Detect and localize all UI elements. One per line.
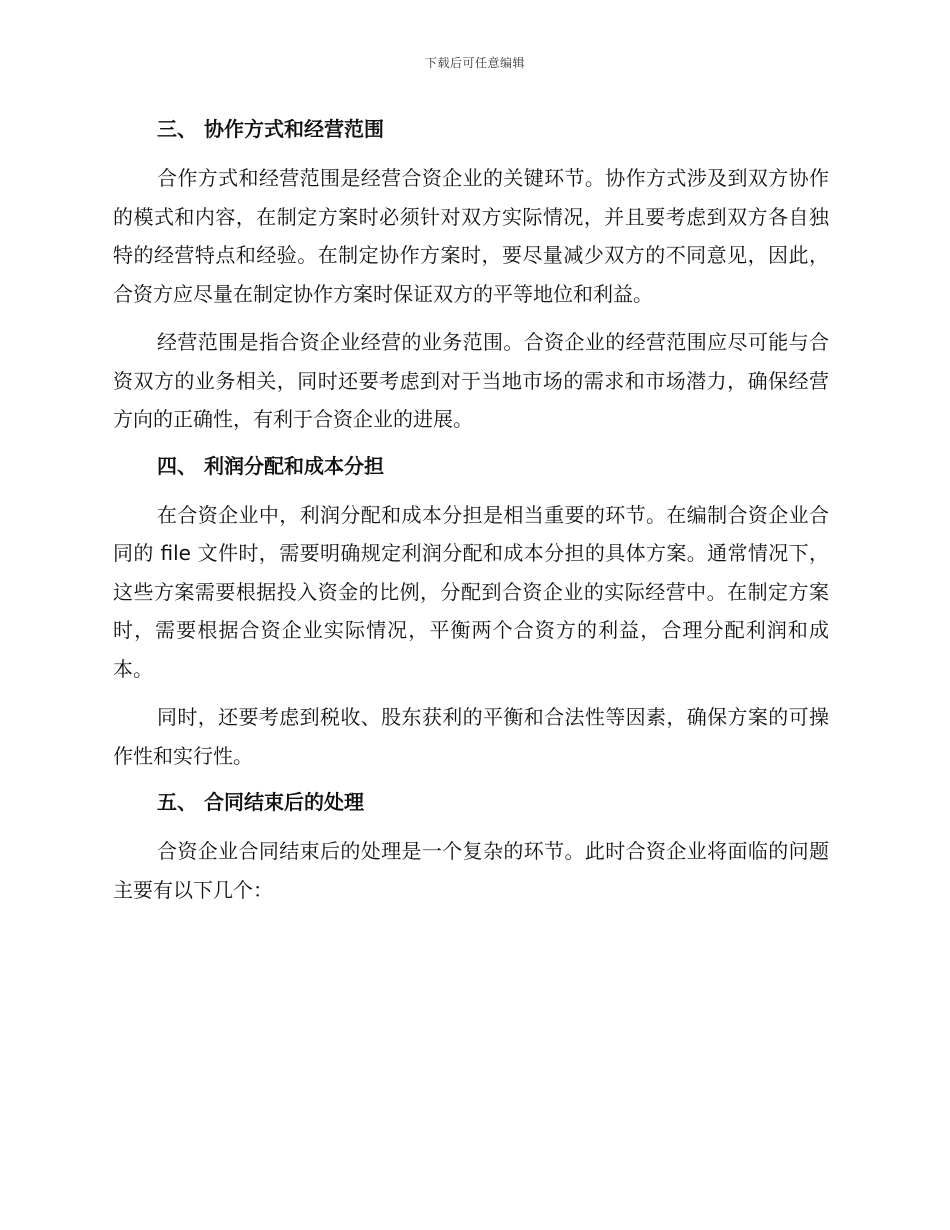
paragraph: 同时，还要考虑到税收、股东获利的平衡和合法性等因素，确保方案的可操作性和实行性。 — [113, 705, 829, 768]
section-heading-5: 五、 合同结束后的处理 — [157, 790, 364, 814]
paragraph: 经营范围是指合资企业经营的业务范围。合资企业的经营范围应尽可能与合资双方的业务相关，同时还要考虑到对于当地市场的需求和市场潜力，确保经营方向的正确性，有利于合资企业的进展。 — [113, 330, 829, 431]
paragraph: 合资企业合同结束后的处理是一个复杂的环节。此时合资企业将面临的问题主要有以下几个： — [113, 839, 829, 902]
section-heading-3: 三、 协作方式和经营范围 — [157, 117, 384, 141]
section-heading-4: 四、 利润分配和成本分担 — [157, 453, 384, 478]
paragraph: 在合资企业中，利润分配和成本分担是相当重要的环节。在编制合资企业合同的 file 文件时，需要明确规定利润分配和成本分担的具体方案。通常情况下，这些方案需要根据投入资金的比例，分配到合资企业的实际经营中。在制定方案时，需要根据合资企业实际情况，平衡两个合资方的利益，合理分配利润和成本。 — [113, 502, 829, 681]
paragraph: 合作方式和经营范围是经营合资企业的关键环节。协作方式涉及到双方协作的模式和内容，在制定方案时必须针对双方实际情况，并且要考虑到双方各自独特的经营特点和经验。在制定协作方案时，要尽量减少双方的不同意见，因此，合资方应尽量在制定协作方案时保证双方的平等地位和利益。 — [113, 166, 829, 306]
page-header: 下载后可任意编辑 — [424, 56, 525, 70]
document-body — [113, 112, 829, 919]
